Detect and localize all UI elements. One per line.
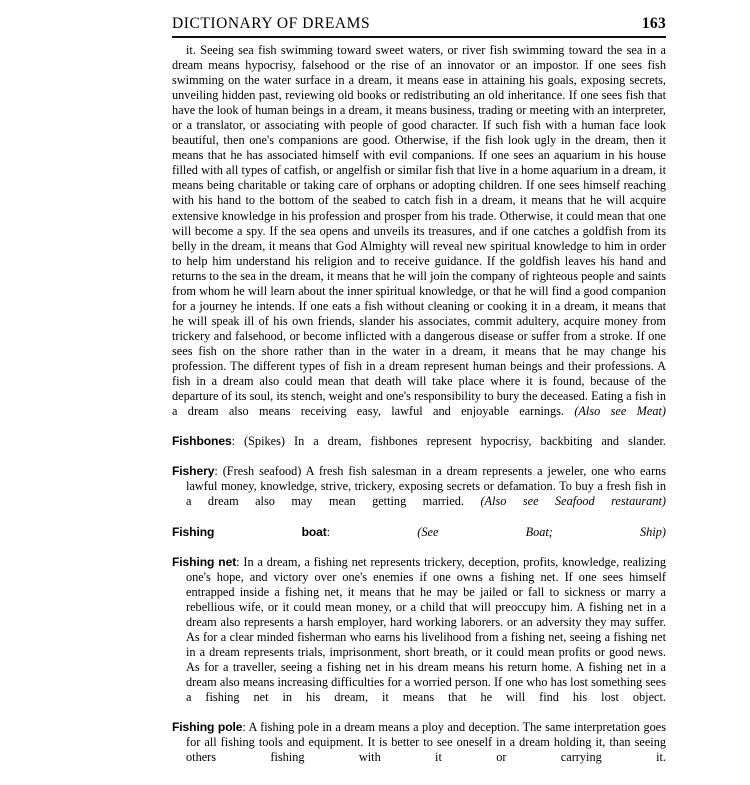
page-content: [172, 13, 666, 780]
carryover-paragraph-cross-reference: (Also see Meat): [574, 404, 666, 419]
entry-headword: Fishbones: [172, 434, 232, 449]
entry-text: A fishing pole in a dream means a ploy and deception. The same interpretation goes for all fishing tools and equipment. It is better to see oneself in a dream holding it, than seeing others fishing with it or carrying it.: [186, 720, 667, 765]
entry-cross-reference: (Also see Seafood restaurant): [480, 494, 666, 509]
entry-headword: Fishing boat: [172, 524, 327, 539]
running-head-title: DICTIONARY OF DREAMS: [172, 15, 371, 32]
entry-text: (Spikes) In a dream, fishbones represent hypocrisy, backbiting and slander.: [244, 434, 666, 449]
body-column: [172, 43, 666, 780]
entry-fishing-net: [172, 555, 666, 721]
entry-separator: :: [326, 524, 418, 539]
entry-fishing-boat: [172, 525, 666, 555]
entry-cross-reference: (See Boat; Ship): [417, 524, 666, 539]
entry-text: In a dream, a fishing net represents trickery, deception, profits, knowledge, realizing one's hope, and victory over one's enemies if one owns a fishing net. If one sees himself entrapped inside a fishing net, it means that he may be jailed or fall to sickness or marry a rebellious wife, or it could mean money, or a child that will preoccupy him. A fishing net in a dream also represents a harsh employer, hard working laborers. or an adversity they may suffer. As for a clear minded fisherman who earns his livelihood from a fishing net, seeing a fishing net in a dream represents trials, imprisonment, short breath, or it could mean profits or good news. As for a traveller, seeing a fishing net in his dream means his return home. A fishing net in a dream also means increasing difficulties for a worried person. If one who has lost something sees a fishing net in his dream, it means that he will find his lost object.: [186, 554, 666, 705]
entry-separator: :: [231, 434, 244, 449]
page-number: 163: [641, 15, 666, 32]
carryover-paragraph-text: it. Seeing sea fish swimming toward sweet waters, or river fish swimming toward the sea in a dream means hypocrisy, falsehood or the rise of an innovator or an impostor. If one sees fish swimming on the water surface in a dream, it means ease in attaining his goals, exposing secrets, unveiling hidden past, reviewing old books or redistributing an old inheritance. If one sees fish that have the look of human beings in a dream, it means business, trading or meeting with an interpreter, or a translator, or associating with people of good character. If such fish with a human face look beautiful, then one's companions are good. Otherwise, if the fish look ugly in the dream, then it means that he has associated himself with evil companions. If one sees an aquarium in his house filled with all types of catfish, or angelfish or similar fish that live in a home aquarium in a dream, it means being charitable or taking care of orphans or adopting children. If one sees himself reaching with his hand to the bottom of the seabed to catch fish in a dream, it means that he will acquire extensive knowledge in his profession and prosper from his trade. Otherwise, it could mean that one will become a spy. If the sea opens and unveils its treasures, and if one catches a goldfish from its belly in the dream, it means that God Almighty will reveal new spiritual knowledge to him in order to help him understand his religion and to receive guidance. If the goldfish leaves his hand and returns to the sea in the dream, it means that he will join the company of righteous people and saints from whom he will learn about the inner spiritual knowledge, or that he will find a good companion for a journey he intends. If one eats a fish without cleaning or cooking it in a dream, it means that he will speak ill of his own friends, slander his associates, commit adultery, acquire money from trickery and falsehood, or become inflicted with a dangerous disease or suffer from a stroke. If one sees fish on the shore rather than in the water in a dream, it means that he may change his profession. The different types of fish in a dream represent human beings and their professions. A fish in a dream also could mean that death will take place where it is found, because of the departure of its soul, its stench, weight and one's responsibility to bury the deceased. Eating a fish in a dream also means receiving easy, lawful and enjoyable earnings.: [172, 43, 666, 419]
entry-fishery: [172, 464, 666, 524]
entry-headword: Fishing net: [172, 554, 237, 569]
running-head: [172, 13, 666, 35]
entry-separator: :: [236, 554, 244, 569]
header-rule-divider: [172, 36, 666, 38]
carryover-paragraph: [172, 43, 666, 434]
entry-separator: :: [242, 720, 249, 735]
entry-headword: Fishery: [172, 464, 215, 479]
entry-text: (Fresh seafood) A fresh fish salesman in a dream represents a jeweler, one who earns lawful money, knowledge, strive, trickery, exposing secrets or defamation. To buy a fresh fish in a dream also may mean getting married.: [186, 464, 666, 509]
entry-separator: :: [214, 464, 223, 479]
entry-fishbones: [172, 434, 666, 464]
entry-fishing-pole: [172, 720, 666, 780]
entry-headword: Fishing pole: [172, 720, 243, 735]
